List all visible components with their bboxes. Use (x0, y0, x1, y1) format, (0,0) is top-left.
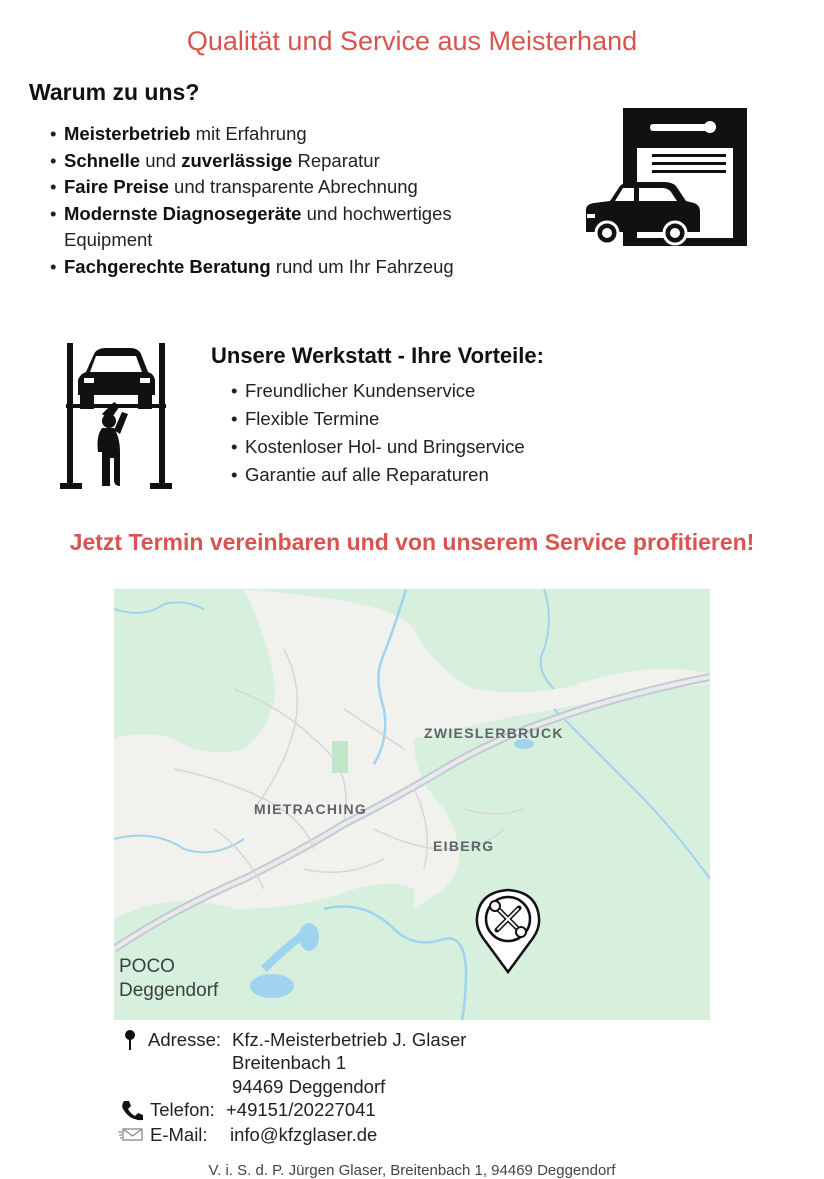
phone-number[interactable]: +49151/20227041 (226, 1099, 376, 1120)
werkstatt-item: • Flexible Termine (227, 405, 607, 433)
why-item: • Faire Preise und transparente Abrechnung (46, 174, 546, 201)
why-list (46, 121, 546, 280)
address-label: Adresse: (148, 1029, 222, 1050)
werkstatt-item: • Garantie auf alle Reparaturen (227, 461, 607, 489)
werkstatt-item: • Kostenloser Hol- und Bringservice (227, 433, 607, 461)
call-to-action: Jetzt Termin vereinbaren und von unserem Service profitieren! (69, 529, 755, 555)
garage-car-icon (582, 106, 752, 248)
phone-icon (120, 1099, 144, 1121)
map-label-zwieslerbruck: ZWIESLERBRUCK (424, 725, 564, 741)
map-poi-poco-line2: Deggendorf (119, 980, 219, 1001)
email-address[interactable]: info@kfzglaser.de (230, 1124, 378, 1145)
headline: Qualität und Service aus Meisterhand (186, 26, 638, 56)
pin-icon (124, 1029, 136, 1051)
why-item: • Schnelle und zuverlässige Reparatur (46, 148, 546, 175)
werkstatt-list (227, 377, 607, 489)
footer-imprint: V. i. S. d. P. Jürgen Glaser, Breitenbach 1, 94469 Deggendorf (208, 1162, 616, 1179)
address-line3: 94469 Deggendorf (232, 1076, 386, 1097)
why-title: Warum zu uns? (29, 79, 200, 105)
werkstatt-item: • Freundlicher Kundenservice (227, 377, 607, 405)
location-map[interactable] (114, 589, 710, 1020)
map-label-eiberg: EIBERG (433, 838, 495, 854)
map-poi-poco-line1: POCO (119, 956, 175, 977)
map-poi-poco[interactable] (119, 955, 218, 1003)
wrench-pin-icon[interactable] (475, 888, 541, 974)
why-item: • Meisterbetrieb mit Erfahrung (46, 121, 546, 148)
address-line2: Breitenbach 1 (232, 1052, 347, 1073)
map-label-mietraching: MIETRACHING (254, 801, 368, 817)
email-label: E-Mail: (150, 1124, 208, 1145)
car-lift-mechanic-icon (58, 340, 176, 492)
phone-label: Telefon: (150, 1099, 215, 1120)
werkstatt-title: Unsere Werkstatt - Ihre Vorteile: (211, 343, 544, 368)
why-item: • Modernste Diagnosegeräte und hochwertiges Equipment (46, 201, 504, 254)
why-item: • Fachgerechte Beratung rund um Ihr Fahrzeug (46, 254, 546, 281)
email-icon (118, 1126, 144, 1142)
address-line1: Kfz.-Meisterbetrieb J. Glaser (232, 1029, 467, 1050)
